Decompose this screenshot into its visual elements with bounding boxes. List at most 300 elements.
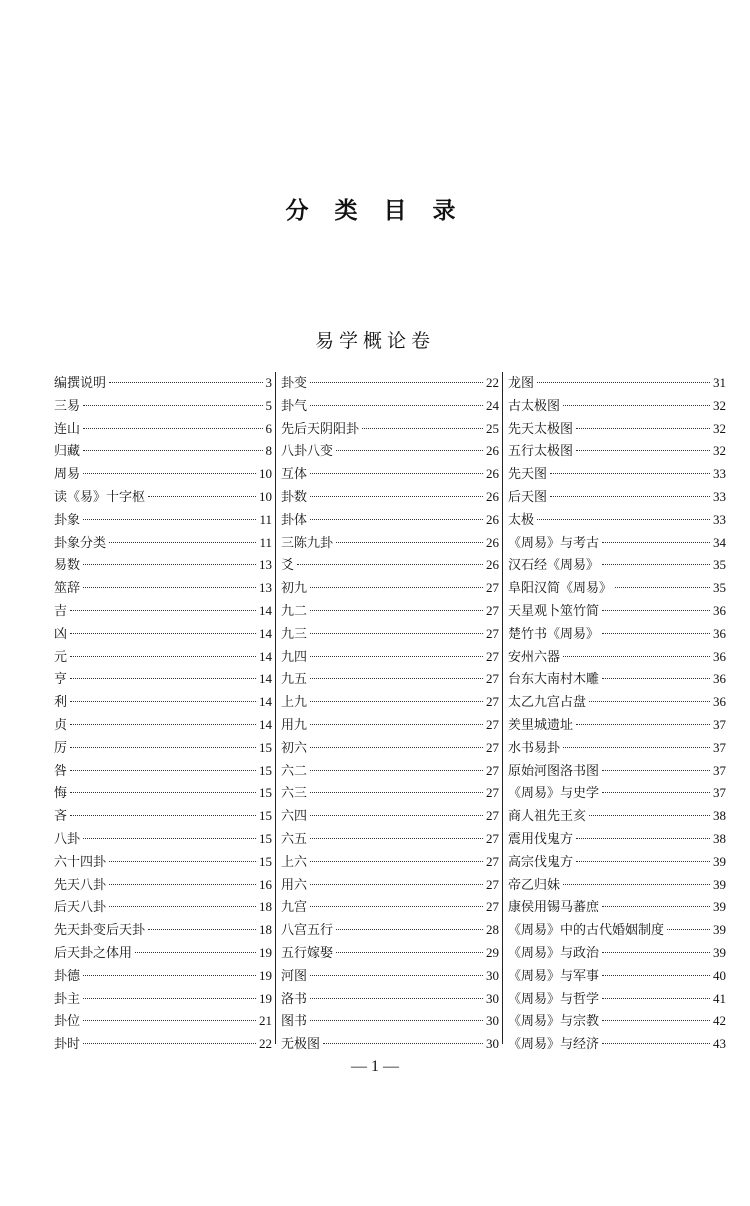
dot-leader	[310, 998, 483, 999]
toc-entry-title: 康侯用锡马蕃庶	[508, 900, 600, 916]
toc-entry-title: 先天卦变后天卦	[54, 923, 146, 939]
toc-entry-page: 33	[713, 466, 726, 482]
dot-leader	[576, 838, 710, 839]
column-divider	[502, 372, 503, 1044]
toc-entry-title: 《周易》中的古代婚姻制度	[508, 923, 665, 939]
toc-entry	[281, 965, 499, 988]
toc-entry-title: 《周易》与考古	[508, 535, 600, 551]
toc-entry	[281, 440, 499, 463]
dot-leader	[550, 473, 710, 474]
dot-leader	[310, 701, 483, 702]
dot-leader	[537, 382, 710, 383]
dot-leader	[70, 747, 256, 748]
table-of-contents	[54, 372, 726, 1053]
toc-entry-page: 27	[486, 580, 499, 596]
dot-leader	[148, 929, 256, 930]
toc-entry	[54, 988, 272, 1011]
toc-entry	[54, 463, 272, 486]
toc-entry-title: 洛书	[281, 991, 308, 1007]
toc-entry	[508, 760, 726, 783]
toc-entry-title: 后天图	[508, 489, 548, 505]
dot-leader	[537, 519, 710, 520]
toc-entry-title: 互体	[281, 467, 308, 483]
toc-entry-title: 安州六器	[508, 649, 561, 665]
toc-entry-page: 26	[486, 443, 499, 459]
toc-entry-page: 32	[713, 420, 726, 436]
dot-leader	[602, 1020, 710, 1021]
toc-entry	[281, 532, 499, 555]
toc-entry-title: 贞	[54, 717, 68, 733]
toc-entry	[281, 919, 499, 942]
toc-entry-title: 用九	[281, 717, 308, 733]
toc-entry-page: 26	[486, 534, 499, 550]
toc-entry-page: 30	[486, 990, 499, 1006]
toc-entry-title: 咎	[54, 763, 68, 779]
toc-entry-title: 亨	[54, 672, 68, 688]
toc-entry	[508, 828, 726, 851]
toc-entry-page: 13	[259, 580, 272, 596]
toc-entry-page: 37	[713, 785, 726, 801]
dot-leader	[70, 792, 256, 793]
toc-entry	[54, 874, 272, 897]
toc-entry-title: 连山	[54, 421, 81, 437]
toc-entry	[508, 714, 726, 737]
toc-entry	[54, 554, 272, 577]
toc-entry-title: 先天图	[508, 467, 548, 483]
toc-entry-title: 《周易》与史学	[508, 786, 600, 802]
toc-entry	[281, 942, 499, 965]
dot-leader	[602, 678, 710, 679]
toc-entry-title: 八卦八变	[281, 444, 334, 460]
toc-entry-page: 36	[713, 602, 726, 618]
toc-entry	[54, 805, 272, 828]
toc-entry	[508, 668, 726, 691]
toc-entry-title: 先天八卦	[54, 877, 107, 893]
toc-entry	[54, 440, 272, 463]
dot-leader	[297, 564, 483, 565]
toc-entry-page: 36	[713, 648, 726, 664]
dot-leader	[602, 633, 710, 634]
dot-leader	[310, 678, 483, 679]
toc-entry-page: 42	[713, 1013, 726, 1029]
toc-entry-title: 震用伐鬼方	[508, 831, 574, 847]
dot-leader	[70, 770, 256, 771]
toc-entry-title: 卦位	[54, 1014, 81, 1030]
toc-entry	[281, 646, 499, 669]
toc-entry-page: 27	[486, 830, 499, 846]
toc-entry-page: 27	[486, 648, 499, 664]
toc-entry	[281, 737, 499, 760]
toc-entry-title: 三陈九卦	[281, 535, 334, 551]
toc-entry	[54, 509, 272, 532]
toc-entry-page: 39	[713, 944, 726, 960]
dot-leader	[83, 519, 256, 520]
dot-leader	[323, 1043, 483, 1044]
toc-entry	[508, 1010, 726, 1033]
toc-entry-title: 悔	[54, 786, 68, 802]
toc-entry-title: 八卦	[54, 831, 81, 847]
toc-entry-page: 10	[259, 466, 272, 482]
dot-leader	[109, 861, 256, 862]
toc-entry-page: 15	[259, 830, 272, 846]
toc-entry-page: 15	[259, 785, 272, 801]
dot-leader	[602, 610, 710, 611]
dot-leader	[83, 405, 262, 406]
dot-leader	[550, 496, 710, 497]
toc-entry-title: 易数	[54, 558, 81, 574]
toc-entry-page: 31	[713, 375, 726, 390]
toc-entry-page: 39	[713, 922, 726, 938]
dot-leader	[602, 998, 710, 999]
dot-leader	[336, 952, 483, 953]
toc-entry-title: 九宫	[281, 900, 308, 916]
toc-entry-page: 26	[486, 511, 499, 527]
toc-entry-title: 卦变	[281, 376, 308, 391]
toc-entry-page: 27	[486, 602, 499, 618]
toc-entry-title: 原始河图洛书图	[508, 763, 600, 779]
toc-entry	[281, 988, 499, 1011]
toc-entry-title: 爻	[281, 558, 295, 574]
toc-entry-title: 六十四卦	[54, 854, 107, 870]
toc-entry	[281, 554, 499, 577]
dot-leader	[70, 678, 256, 679]
toc-entry-page: 14	[259, 671, 272, 687]
dot-leader	[310, 405, 483, 406]
toc-entry	[281, 805, 499, 828]
toc-entry-page: 33	[713, 511, 726, 527]
dot-leader	[109, 542, 256, 543]
dot-leader	[589, 815, 710, 816]
dot-leader	[615, 587, 710, 588]
toc-entry-page: 39	[713, 899, 726, 915]
dot-leader	[563, 405, 710, 406]
toc-entry	[508, 1033, 726, 1056]
dot-leader	[362, 428, 483, 429]
toc-entry-title: 台东大南村木雕	[508, 672, 600, 688]
toc-entry-page: 11	[259, 511, 272, 527]
toc-entry-title: 九四	[281, 649, 308, 665]
toc-entry-title: 吝	[54, 809, 68, 825]
toc-entry	[54, 691, 272, 714]
toc-entry	[54, 395, 272, 418]
toc-entry-page: 27	[486, 716, 499, 732]
toc-entry-page: 15	[259, 853, 272, 869]
toc-entry-page: 16	[259, 876, 272, 892]
toc-entry	[508, 942, 726, 965]
toc-entry-title: 后天八卦	[54, 900, 107, 916]
dot-leader	[310, 587, 483, 588]
toc-entry-page: 24	[486, 397, 499, 413]
toc-entry-page: 30	[486, 1036, 499, 1052]
toc-entry	[281, 760, 499, 783]
toc-entry-title: 九二	[281, 603, 308, 619]
toc-entry-page: 32	[713, 443, 726, 459]
toc-entry-title: 太极	[508, 512, 535, 528]
toc-entry-title: 卦气	[281, 398, 308, 414]
dot-leader	[563, 747, 710, 748]
dot-leader	[70, 701, 256, 702]
dot-leader	[310, 792, 483, 793]
toc-entry-title: 上六	[281, 854, 308, 870]
toc-entry-page: 30	[486, 967, 499, 983]
dot-leader	[336, 929, 483, 930]
toc-entry	[54, 919, 272, 942]
toc-entry-page: 15	[259, 808, 272, 824]
toc-entry	[54, 737, 272, 760]
dot-leader	[83, 428, 262, 429]
page-title: 分 类 目 录	[285, 197, 465, 224]
dot-leader	[563, 656, 710, 657]
toc-entry	[508, 440, 726, 463]
toc-entry-page: 39	[713, 853, 726, 869]
dot-leader	[310, 382, 483, 383]
dot-leader	[310, 906, 483, 907]
dot-leader	[70, 610, 256, 611]
toc-entry	[54, 1010, 272, 1033]
toc-entry-title: 汉石经《周易》	[508, 558, 600, 574]
toc-entry	[54, 372, 272, 395]
toc-entry-title: 龙图	[508, 376, 535, 391]
toc-entry-title: 河图	[281, 968, 308, 984]
toc-entry-page: 27	[486, 876, 499, 892]
toc-entry-page: 14	[259, 602, 272, 618]
toc-entry	[508, 486, 726, 509]
toc-entry	[281, 851, 499, 874]
dot-leader	[602, 975, 710, 976]
toc-entry-title: 三易	[54, 398, 81, 414]
toc-entry-page: 28	[486, 922, 499, 938]
toc-entry-page: 35	[713, 557, 726, 573]
toc-entry-page: 27	[486, 899, 499, 915]
toc-entry-page: 29	[486, 944, 499, 960]
toc-entry	[54, 714, 272, 737]
toc-entry	[508, 463, 726, 486]
toc-entry-title: 九三	[281, 626, 308, 642]
toc-entry	[281, 782, 499, 805]
toc-entry-page: 26	[486, 557, 499, 573]
dot-leader	[83, 838, 256, 839]
dot-leader	[83, 473, 256, 474]
dot-leader	[602, 770, 710, 771]
toc-entry-title: 六二	[281, 763, 308, 779]
toc-entry	[508, 805, 726, 828]
dot-leader	[576, 724, 710, 725]
toc-entry-title: 太乙九宫占盘	[508, 695, 587, 711]
dot-leader	[83, 587, 256, 588]
dot-leader	[310, 770, 483, 771]
toc-entry	[54, 851, 272, 874]
toc-entry-page: 27	[486, 762, 499, 778]
dot-leader	[667, 929, 710, 930]
toc-entry	[508, 577, 726, 600]
toc-entry	[508, 965, 726, 988]
dot-leader	[83, 1020, 256, 1021]
toc-entry-title: 凶	[54, 626, 68, 642]
toc-column-2	[281, 372, 499, 1056]
toc-entry-page: 39	[713, 876, 726, 892]
dot-leader	[310, 1020, 483, 1021]
toc-entry	[54, 965, 272, 988]
dot-leader	[83, 1043, 256, 1044]
toc-entry-page: 6	[265, 420, 272, 436]
toc-entry-page: 27	[486, 785, 499, 801]
toc-entry-page: 43	[713, 1036, 726, 1052]
toc-entry-title: 周易	[54, 467, 81, 483]
dot-leader	[310, 975, 483, 976]
toc-entry	[54, 486, 272, 509]
toc-entry-page: 27	[486, 853, 499, 869]
dot-leader	[310, 815, 483, 816]
toc-entry	[508, 988, 726, 1011]
toc-entry-title: 归藏	[54, 444, 81, 460]
toc-entry-page: 13	[259, 557, 272, 573]
toc-entry-title: 上九	[281, 695, 308, 711]
toc-entry-title: 天星观卜筮竹简	[508, 603, 600, 619]
column-divider	[275, 372, 276, 1044]
toc-entry-page: 27	[486, 808, 499, 824]
dot-leader	[576, 861, 710, 862]
toc-entry-page: 34	[713, 534, 726, 550]
toc-entry	[508, 737, 726, 760]
toc-entry-title: 厉	[54, 740, 68, 756]
toc-entry	[281, 874, 499, 897]
toc-entry	[281, 509, 499, 532]
toc-entry-page: 27	[486, 671, 499, 687]
toc-entry	[508, 509, 726, 532]
dot-leader	[109, 382, 262, 383]
toc-entry-page: 5	[265, 397, 272, 413]
toc-entry-title: 水书易卦	[508, 740, 561, 756]
toc-entry-title: 六三	[281, 786, 308, 802]
toc-entry-page: 10	[259, 488, 272, 504]
toc-entry-page: 19	[259, 944, 272, 960]
toc-entry	[281, 623, 499, 646]
toc-entry	[508, 874, 726, 897]
dot-leader	[135, 952, 256, 953]
dot-leader	[70, 633, 256, 634]
toc-entry-page: 37	[713, 762, 726, 778]
toc-entry-page: 41	[713, 990, 726, 1006]
dot-leader	[336, 542, 483, 543]
toc-entry-title: 九五	[281, 672, 308, 688]
dot-leader	[336, 450, 483, 451]
toc-entry	[54, 828, 272, 851]
toc-entry-page: 11	[259, 534, 272, 550]
toc-entry	[54, 782, 272, 805]
toc-entry-title: 《周易》与政治	[508, 945, 600, 961]
toc-entry	[508, 896, 726, 919]
toc-entry-page: 15	[259, 739, 272, 755]
toc-entry-page: 18	[259, 899, 272, 915]
toc-entry-title: 吉	[54, 603, 68, 619]
toc-entry-title: 利	[54, 695, 68, 711]
toc-entry-page: 26	[486, 466, 499, 482]
dot-leader	[83, 450, 262, 451]
toc-entry-title: 八宫五行	[281, 923, 334, 939]
toc-entry-title: 《周易》与哲学	[508, 991, 600, 1007]
toc-entry-title: 六五	[281, 831, 308, 847]
toc-entry-title: 五行嫁娶	[281, 945, 334, 961]
toc-entry-page: 38	[713, 808, 726, 824]
toc-entry-title: 商人祖先王亥	[508, 809, 587, 825]
toc-entry-page: 19	[259, 967, 272, 983]
toc-entry	[281, 1010, 499, 1033]
toc-entry-page: 18	[259, 922, 272, 938]
toc-entry	[281, 372, 499, 395]
toc-entry	[508, 600, 726, 623]
dot-leader	[83, 564, 256, 565]
dot-leader	[563, 884, 710, 885]
page-number: — 1 —	[351, 1058, 399, 1075]
dot-leader	[602, 906, 710, 907]
toc-entry	[54, 668, 272, 691]
toc-entry	[281, 714, 499, 737]
toc-entry-title: 卦象	[54, 512, 81, 528]
toc-entry-title: 卦德	[54, 968, 81, 984]
toc-entry	[508, 851, 726, 874]
toc-entry	[54, 646, 272, 669]
toc-entry	[281, 828, 499, 851]
toc-entry-page: 33	[713, 488, 726, 504]
toc-entry-title: 楚竹书《周易》	[508, 626, 600, 642]
toc-entry	[281, 418, 499, 441]
toc-entry	[54, 532, 272, 555]
dot-leader	[310, 519, 483, 520]
toc-entry-page: 40	[713, 967, 726, 983]
toc-column-1	[54, 372, 272, 1056]
toc-entry-title: 初六	[281, 740, 308, 756]
dot-leader	[576, 450, 710, 451]
toc-entry-page: 27	[486, 625, 499, 641]
toc-entry	[281, 691, 499, 714]
dot-leader	[83, 998, 256, 999]
dot-leader	[310, 838, 483, 839]
toc-entry-page: 32	[713, 397, 726, 413]
toc-entry-title: 五行太极图	[508, 444, 574, 460]
dot-leader	[602, 1043, 710, 1044]
toc-entry-title: 无极图	[281, 1037, 321, 1053]
toc-entry	[281, 395, 499, 418]
toc-entry	[508, 418, 726, 441]
dot-leader	[70, 656, 256, 657]
toc-entry-page: 25	[486, 420, 499, 436]
dot-leader	[109, 884, 256, 885]
toc-entry-title: 先天太极图	[508, 421, 574, 437]
toc-entry-page: 21	[259, 1013, 272, 1029]
toc-entry-page: 35	[713, 580, 726, 596]
dot-leader	[310, 633, 483, 634]
toc-entry	[508, 691, 726, 714]
toc-entry-title: 元	[54, 649, 68, 665]
toc-entry-page: 22	[486, 375, 499, 390]
toc-entry-title: 卦时	[54, 1037, 81, 1053]
toc-entry-page: 36	[713, 694, 726, 710]
toc-entry	[508, 554, 726, 577]
toc-entry	[54, 600, 272, 623]
dot-leader	[70, 815, 256, 816]
dot-leader	[310, 884, 483, 885]
toc-entry	[508, 372, 726, 395]
toc-entry-page: 14	[259, 625, 272, 641]
toc-entry	[508, 395, 726, 418]
dot-leader	[310, 496, 483, 497]
toc-entry-page: 27	[486, 694, 499, 710]
toc-entry-page: 36	[713, 671, 726, 687]
dot-leader	[602, 952, 710, 953]
dot-leader	[310, 656, 483, 657]
toc-entry-title: 六四	[281, 809, 308, 825]
toc-entry-title: 《周易》与宗教	[508, 1014, 600, 1030]
